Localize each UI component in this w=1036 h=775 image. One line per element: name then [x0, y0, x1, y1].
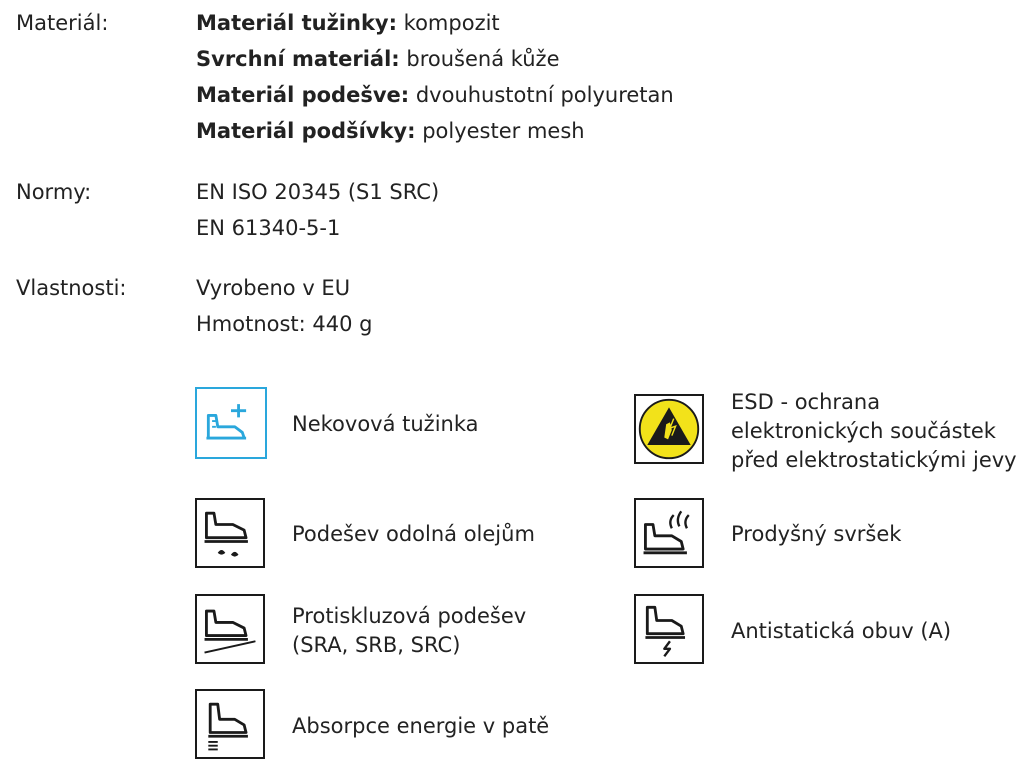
feature-antistatic-shoe: Antistatická obuv (A) [731, 619, 952, 643]
spec-upper-material: Svrchní materiál: broušená kůže [196, 47, 560, 71]
property-item: Vyrobeno v EU [196, 276, 351, 300]
heel-energy-absorption-icon [195, 689, 265, 759]
feature-antislip-sole: Protiskluzová podešev (SRA, SRB, SRC) [292, 604, 527, 657]
feature-nonmetal-toecap: Nekovová tužinka [292, 412, 479, 436]
norm-item: EN 61340-5-1 [196, 216, 341, 240]
oil-resistant-sole-icon [195, 498, 265, 568]
feature-esd: ESD - ochrana elektronických součástek před elektrostatickými jevy [731, 390, 1017, 472]
feature-breathable-upper: Prodyšný svršek [731, 522, 902, 546]
norm-item: EN ISO 20345 (S1 SRC) [196, 180, 440, 204]
nonmetal-toecap-icon [195, 387, 267, 459]
breathable-upper-icon [634, 498, 704, 568]
feature-oil-resistant-sole: Podešev odolná olejům [292, 522, 535, 546]
property-item: Hmotnost: 440 g [196, 312, 373, 336]
antistatic-shoe-icon [634, 594, 704, 664]
spec-toecap-material: Materiál tužinky: kompozit [196, 11, 500, 35]
norms-label: Normy: [16, 180, 92, 204]
feature-heel-energy-absorption: Absorpce energie v patě [292, 714, 550, 738]
material-label: Materiál: [16, 11, 109, 35]
spec-sole-material: Materiál podešve: dvouhustotní polyuretan [196, 83, 674, 107]
antislip-sole-icon [195, 594, 265, 664]
spec-lining-material: Materiál podšívky: polyester mesh [196, 119, 585, 143]
properties-label: Vlastnosti: [16, 276, 127, 300]
esd-icon [634, 394, 704, 464]
